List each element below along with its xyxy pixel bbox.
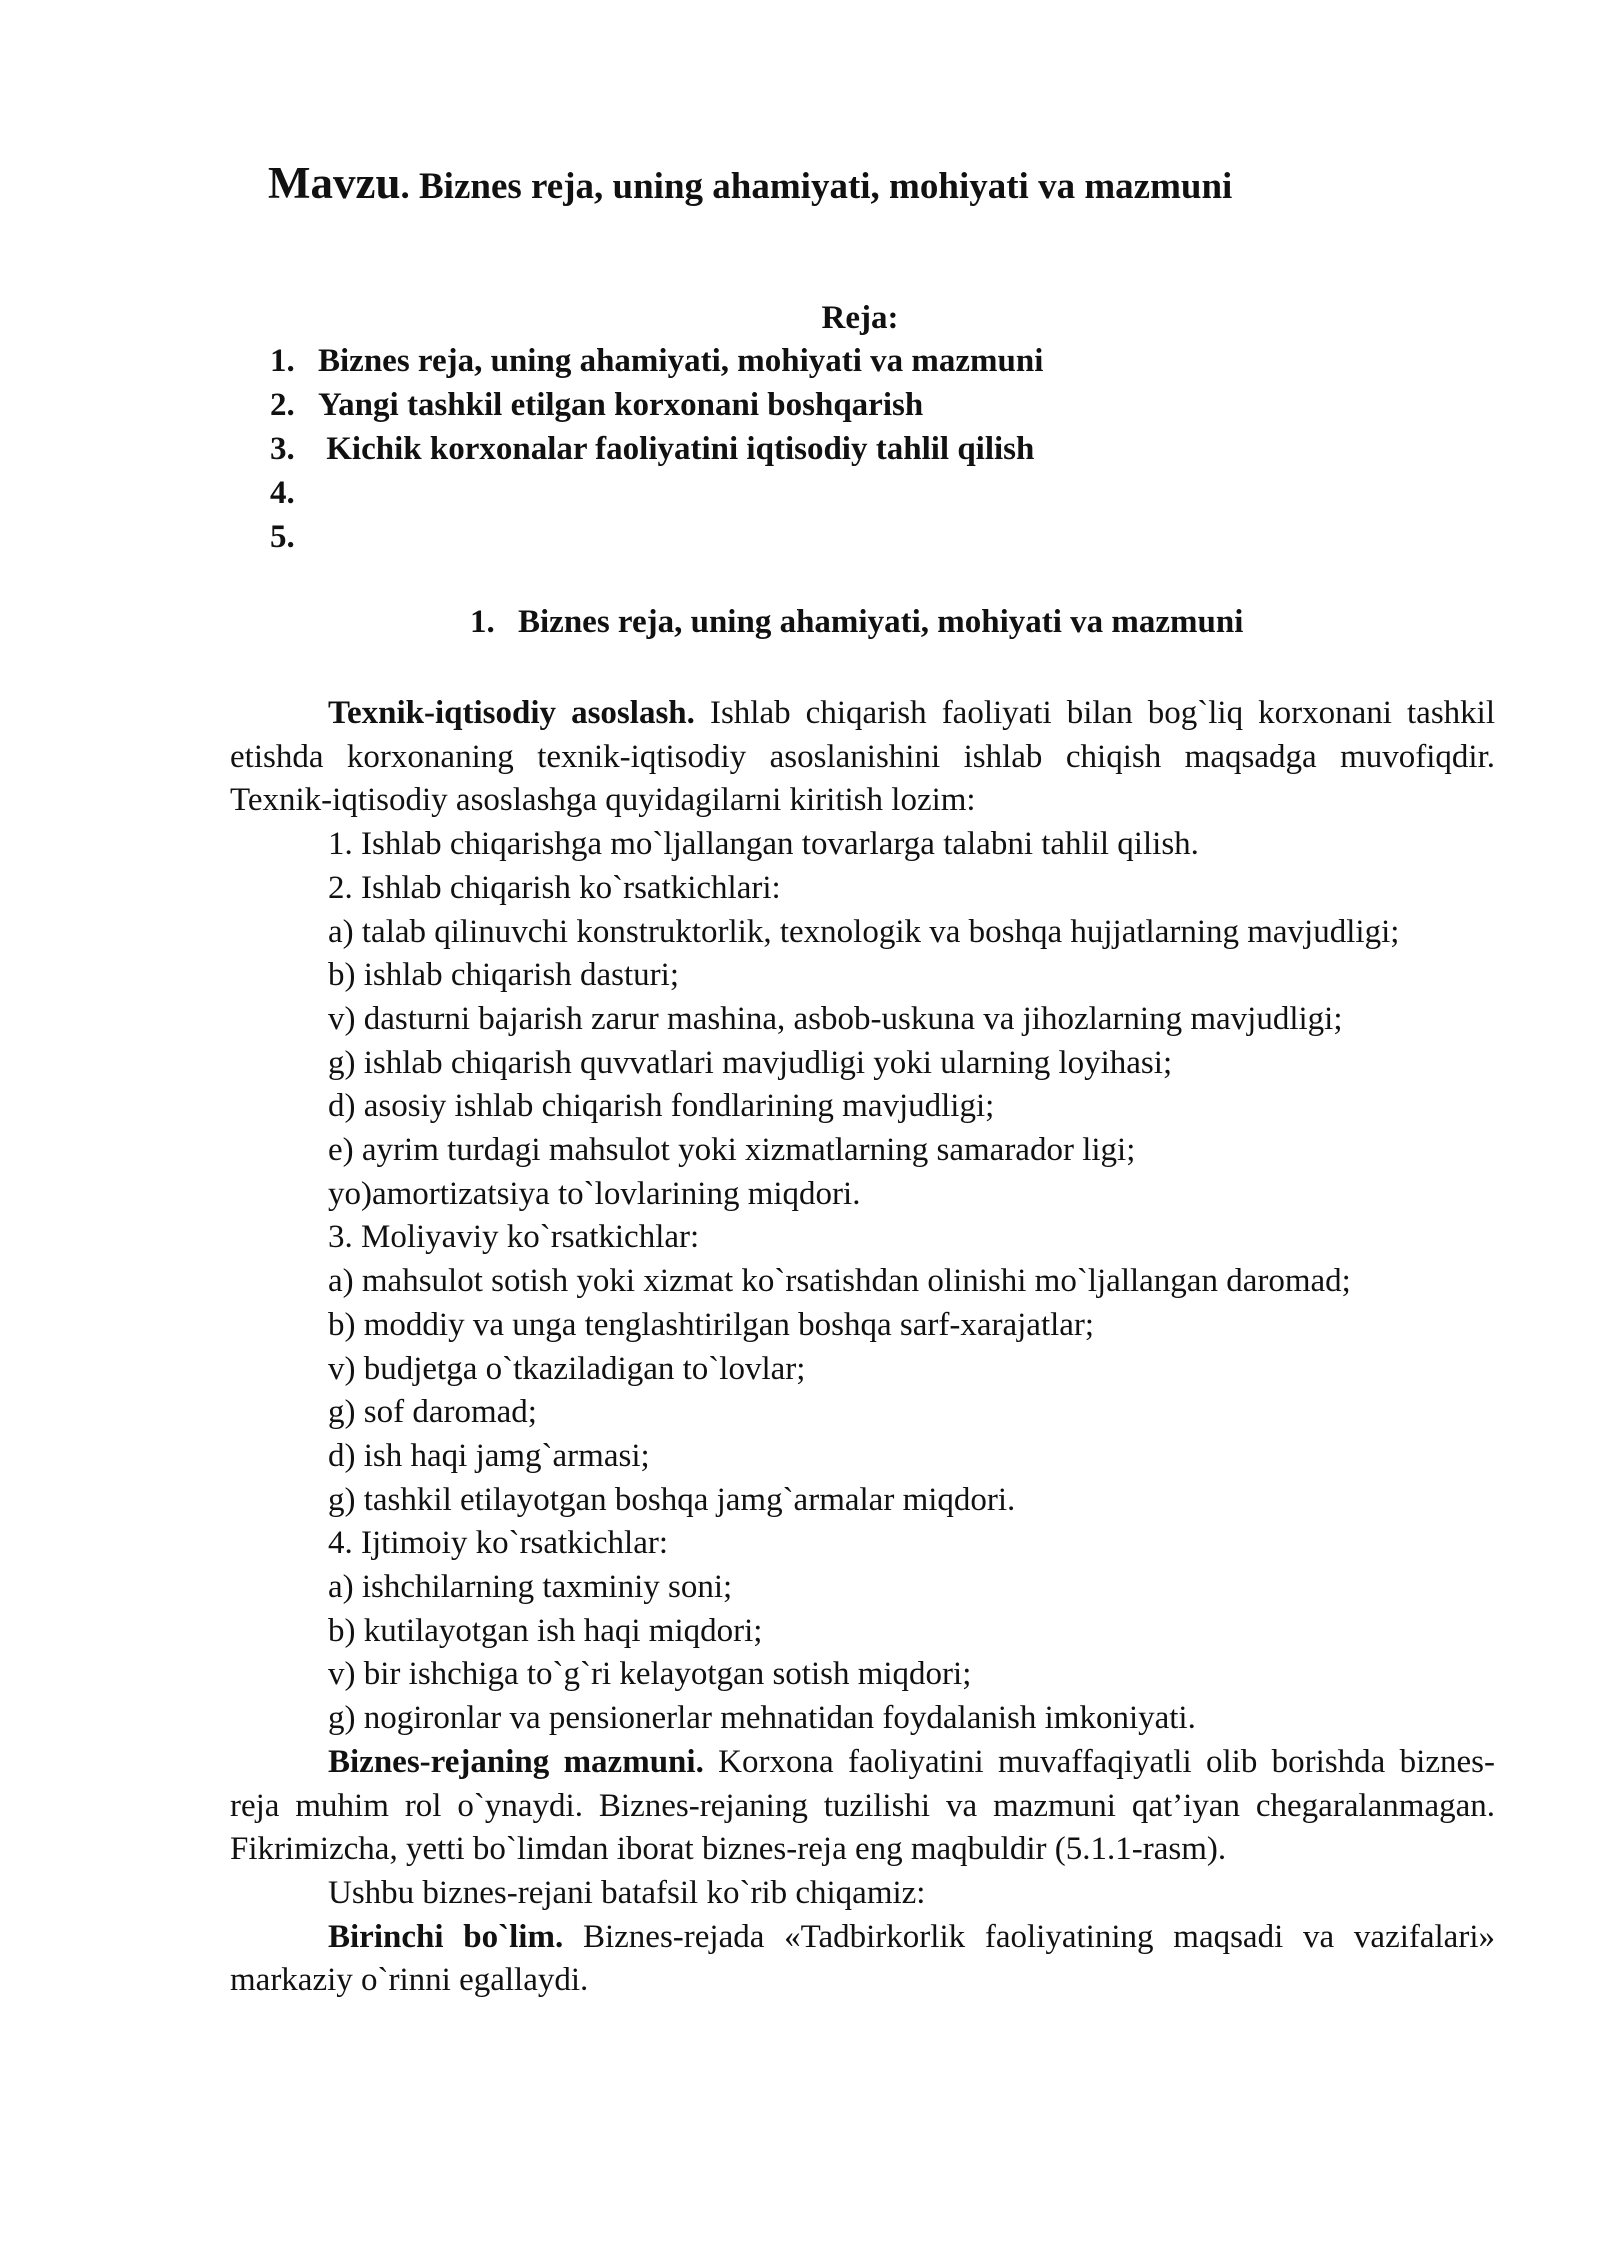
plan-list bbox=[270, 339, 1043, 559]
plan-item-1 bbox=[270, 339, 1043, 383]
paragraph-text: Korxona faoliyatini muvaffaqiyatli olib borishda biznes-reja muhim rol o`ynaydi. Biznes-rejaning tuzilishi va mazmuni qat’iyan chegaralanmagan. Fikrimizcha, yetti bo`limdan iborat biznes-reja eng maqbuldir (5.1.1-rasm). bbox=[230, 1743, 1495, 1868]
list-item: b) kutilayotgan ish haqi miqdori; bbox=[328, 1612, 763, 1649]
plan-item-3 bbox=[270, 427, 1043, 471]
plan-item-5 bbox=[270, 515, 1043, 559]
title-main: . Biznes reja, uning ahamiyati, mohiyati va mazmuni bbox=[400, 166, 1233, 207]
plan-item-text: Yangi tashkil etilgan korxonani boshqarish bbox=[318, 387, 924, 423]
list-item: a) ishchilarning taxminiy soni; bbox=[328, 1569, 733, 1606]
paragraph-text: Biznes-rejada «Tadbirkorlik faoliyatining maqsadi va vazifalari» markaziy o`rinni egallaydi. bbox=[230, 1918, 1495, 1999]
plan-heading: Reja: bbox=[821, 300, 899, 336]
list-item: yo)amortizatsiya to`lovlarining miqdori. bbox=[328, 1175, 861, 1212]
list-item: e) ayrim turdagi mahsulot yoki xizmatlarning samarador ligi; bbox=[328, 1132, 1136, 1169]
plan-item-number: 5. bbox=[270, 519, 295, 555]
list-item: b) moddiy va unga tenglashtirilgan boshqa sarf-xarajatlar; bbox=[328, 1306, 1095, 1343]
paragraph-technical-justification bbox=[230, 692, 1495, 823]
plan-item-number: 1. bbox=[270, 343, 295, 379]
list-item: g) nogironlar va pensionerlar mehnatidan foydalanish imkoniyati. bbox=[328, 1700, 1196, 1737]
plan-item-4 bbox=[270, 471, 1043, 515]
list-item: v) dasturni bajarish zarur mashina, asbob-uskuna va jihozlarning mavjudligi; bbox=[328, 1000, 1343, 1037]
list-item: b) ishlab chiqarish dasturi; bbox=[328, 957, 680, 994]
plan-item-number: 3. bbox=[270, 431, 295, 467]
list-item: 3. Moliyaviy ko`rsatkichlar: bbox=[328, 1219, 700, 1256]
list-item: g) sof daromad; bbox=[328, 1394, 537, 1431]
section-heading-number: 1. bbox=[470, 604, 495, 640]
paragraph-first-section bbox=[230, 1916, 1495, 2003]
list-item: d) asosiy ishlab chiqarish fondlarining mavjudligi; bbox=[328, 1088, 995, 1125]
paragraph-business-plan-content bbox=[230, 1741, 1495, 1872]
list-item: 4. Ijtimoiy ko`rsatkichlar: bbox=[328, 1525, 669, 1562]
list-item: d) ish haqi jamg`armasi; bbox=[328, 1437, 650, 1474]
list-item: 2. Ishlab chiqarish ko`rsatkichlari: bbox=[328, 869, 781, 906]
section-heading-text: Biznes reja, uning ahamiyati, mohiyati va mazmuni bbox=[518, 604, 1244, 640]
body-text bbox=[230, 692, 1495, 2003]
list-item: 1. Ishlab chiqarishga mo`ljallangan tovarlarga talabni tahlil qilish. bbox=[328, 826, 1199, 863]
section-heading bbox=[470, 600, 1243, 644]
list-item: v) budjetga o`tkaziladigan to`lovlar; bbox=[328, 1350, 806, 1387]
list-item: v) bir ishchiga to`g`ri kelayotgan sotish miqdori; bbox=[328, 1656, 972, 1693]
plan-item-number: 4. bbox=[270, 475, 295, 511]
paragraph-lead: Biznes-rejaning mazmuni. bbox=[328, 1743, 704, 1780]
paragraph-lead: Birinchi bo`lim. bbox=[328, 1918, 564, 1955]
list-item: g) ishlab chiqarish quvvatlari mavjudligi yoki ularning loyihasi; bbox=[328, 1044, 1173, 1081]
title-prefix: Mavzu bbox=[268, 158, 401, 208]
paragraph-text: Ishlab chiqarish faoliyati bilan bog`liq korxonani tashkil etishda korxonaning texnik-iqtisodiy asoslanishini ishlab chiqish maqsadga muvofiqdir. Texnik-iqtisodiy asoslashga quyidagilarni kiritish lozim: bbox=[230, 695, 1495, 819]
page-title bbox=[268, 155, 1468, 215]
paragraph-review-intro: Ushbu biznes-rejani batafsil ko`rib chiqamiz: bbox=[328, 1874, 926, 1911]
plan-item-text: Kichik korxonalar faoliyatini iqtisodiy tahlil qilish bbox=[318, 431, 1035, 467]
plan-item-2 bbox=[270, 383, 1043, 427]
plan-item-text: Biznes reja, uning ahamiyati, mohiyati va mazmuni bbox=[318, 343, 1044, 379]
list-item: g) tashkil etilayotgan boshqa jamg`armalar miqdori. bbox=[328, 1481, 1016, 1518]
paragraph-lead: Texnik-iqtisodiy asoslash. bbox=[328, 695, 695, 731]
list-item: a) mahsulot sotish yoki xizmat ko`rsatishdan olinishi mo`ljallangan daromad; bbox=[328, 1263, 1351, 1300]
plan-item-number: 2. bbox=[270, 387, 295, 423]
list-item: a) talab qilinuvchi konstruktorlik, texnologik va boshqa hujjatlarning mavjudligi; bbox=[328, 913, 1400, 950]
